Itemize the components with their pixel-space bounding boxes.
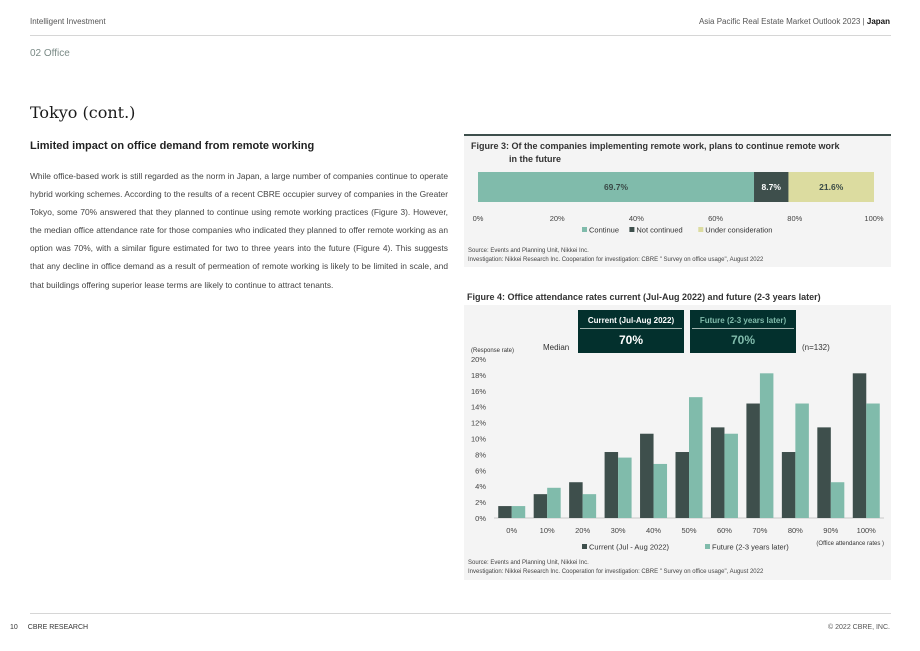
x-tick-label: 80%	[787, 526, 803, 535]
bar-current	[746, 404, 760, 518]
header-country: Japan	[866, 17, 890, 26]
x-tick-label: 0%	[472, 214, 484, 223]
bar-current	[711, 427, 725, 518]
bar-label-2: 8.7%	[761, 182, 781, 192]
bar-current	[853, 373, 867, 518]
bar-future	[618, 458, 632, 518]
footer-divider	[30, 613, 891, 614]
figure3-panel	[464, 134, 891, 267]
bar-current	[534, 494, 548, 518]
bar-current	[782, 452, 796, 518]
x-tick-label: 90%	[823, 526, 839, 535]
figure4-title: Figure 4: Office attendance rates current (Jul-Aug 2022) and future (2-3 years later)	[467, 292, 821, 302]
bar-current	[817, 427, 831, 518]
footer-left	[10, 624, 88, 631]
y-tick-label: 2%	[475, 498, 486, 508]
median-current-value: 70%	[618, 333, 644, 347]
figure4-source-line2: Investigation: Nikkei Research Inc. Cooperation for investigation: CBRE " Survey on office usage", August 2022	[468, 569, 764, 575]
y-tick-label: 6%	[475, 466, 486, 476]
footer-brand: CBRE RESEARCH	[27, 624, 89, 631]
y-tick-label: 20%	[470, 355, 486, 364]
legend-swatch	[698, 227, 703, 232]
subheading: Limited impact on office demand from remote working	[30, 140, 315, 152]
x-tick-label: 20%	[549, 214, 565, 223]
figure3-chart	[464, 166, 891, 244]
figure4-chart	[464, 341, 891, 557]
legend-label: Under consideration	[705, 225, 773, 235]
legend-label: Continue	[589, 225, 620, 235]
footer-copyright: © 2022 CBRE, INC.	[828, 624, 890, 631]
x-tick-label: 60%	[708, 214, 724, 223]
bar-future	[760, 373, 774, 518]
legend-label: Current (Jul - Aug 2022)	[589, 542, 670, 552]
x-axis-label: (Office attendance rates )	[816, 541, 884, 547]
median-current-header: Current (Jul-Aug 2022)	[587, 316, 675, 325]
bar-future	[689, 397, 703, 518]
figure4-source-line1: Source: Events and Planning Unit, Nikkei Inc.	[468, 560, 589, 566]
sample-size: (n=132)	[802, 343, 830, 352]
bar-future	[512, 506, 526, 518]
median-future-header: Future (2-3 years later)	[699, 316, 787, 325]
x-tick-label: 100%	[856, 526, 876, 535]
legend-swatch	[582, 227, 587, 232]
legend-swatch	[582, 544, 587, 549]
figure3-title	[471, 140, 881, 166]
legend-swatch	[629, 227, 634, 232]
bar-future	[654, 464, 668, 518]
legend-swatch	[705, 544, 710, 549]
header-report-name: Asia Pacific Real Estate Market Outlook 2023 |	[698, 17, 867, 26]
bar-future	[724, 434, 738, 518]
figure3-top-rule	[464, 134, 891, 136]
bar-label-3: 21.6%	[819, 182, 844, 192]
bar-future	[795, 404, 809, 518]
y-tick-label: 18%	[470, 370, 486, 380]
bar-current	[569, 482, 583, 518]
x-tick-label: 80%	[787, 214, 803, 223]
median-label: Median	[543, 343, 570, 352]
header-report-title	[699, 17, 890, 26]
x-tick-label: 30%	[610, 526, 626, 535]
figure3-title-line2: in the future	[509, 154, 561, 164]
body-paragraph: While office-based work is still regarded as the norm in Japan, a large number of companies continue to operate hybrid working schemes. According to the results of a recent CBRE occupier survey of companies in the Greater Tokyo, some 70% answered that they planned to continue using remote working practices (Figure 3). However, the median office attendance rate for those companies who indicated they planned to offer remote working as an option was 70%, with a similar figure estimated for two to three years into the future (Figure 4). This suggests that any decline in office demand as a result of permeation of remote working is likely to be limited in scale, and that buildings offering superior lease terms are likely to continue to attract tenants.	[30, 171, 448, 290]
y-axis-label: (Response rate)	[471, 348, 515, 354]
y-tick-label: 8%	[475, 450, 486, 460]
bar-label-1: 69.7%	[603, 182, 629, 192]
figure3-source-line2: Investigation: Nikkei Research Inc. Cooperation for investigation: CBRE " Survey on office usage", August 2022	[468, 257, 764, 263]
legend-label: Not continued	[636, 225, 683, 235]
x-tick-label: 40%	[628, 214, 644, 223]
figure3-source	[468, 247, 763, 265]
y-tick-label: 4%	[475, 482, 486, 492]
section-label: 02 Office	[30, 48, 70, 59]
bar-current	[676, 452, 690, 518]
bar-current	[498, 506, 512, 518]
figure3-title-line1: Figure 3: Of the companies implementing remote work, plans to continue remote work	[471, 141, 840, 151]
page-number: 10	[10, 624, 18, 631]
y-tick-label: 12%	[470, 418, 486, 428]
y-tick-label: 10%	[470, 434, 486, 444]
figure4-source	[468, 559, 763, 577]
legend-label: Future (2-3 years later)	[712, 542, 789, 552]
y-tick-label: 16%	[470, 386, 486, 396]
header-divider	[30, 35, 891, 36]
x-tick-label: 10%	[539, 526, 555, 535]
x-tick-label: 100%	[864, 214, 884, 223]
bar-future	[831, 482, 845, 518]
median-future-divider	[692, 328, 794, 329]
y-tick-label: 0%	[475, 514, 486, 523]
figure3-source-line1: Source: Events and Planning Unit, Nikkei Inc.	[468, 248, 589, 254]
bar-future	[583, 494, 597, 518]
figure4-panel	[464, 305, 891, 580]
page-title: Tokyo (cont.)	[30, 103, 136, 122]
x-tick-label: 20%	[575, 526, 591, 535]
x-tick-label: 60%	[716, 526, 732, 535]
header-brand: Intelligent Investment	[30, 17, 106, 26]
bar-current	[640, 434, 654, 518]
bar-current	[605, 452, 619, 518]
x-tick-label: 40%	[646, 526, 662, 535]
x-tick-label: 0%	[506, 526, 518, 535]
bar-future	[866, 404, 880, 518]
bar-future	[547, 488, 561, 518]
x-tick-label: 70%	[752, 526, 768, 535]
median-current-divider	[580, 328, 682, 329]
y-tick-label: 14%	[470, 402, 486, 412]
median-future-value: 70%	[730, 333, 756, 347]
x-tick-label: 50%	[681, 526, 697, 535]
